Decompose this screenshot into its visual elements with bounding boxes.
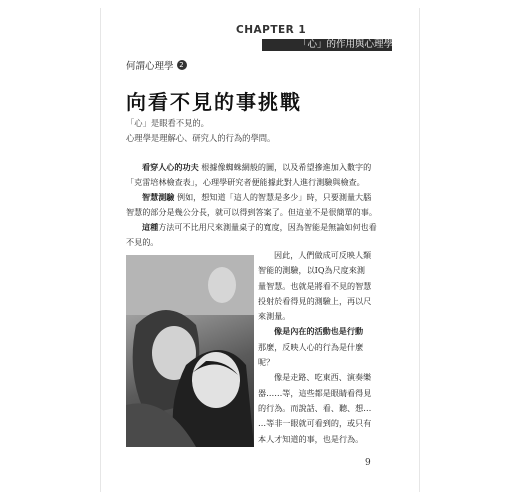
wrap-text-column <box>258 248 384 447</box>
wrap-line: 的行為。而說話、看、聽、想… <box>258 402 372 413</box>
page-number: 9 <box>365 458 371 468</box>
wrap-line: 器……等，這些都是眼睛看得見 <box>258 387 372 398</box>
section-number-badge: 2 <box>177 60 187 70</box>
chapter-header <box>236 24 394 51</box>
wrap-line: 因此，人們做成可反映人類 <box>274 250 372 260</box>
chapter-label: CHAPTER 1 <box>236 24 307 36</box>
paragraph-heading: 智慧測驗 <box>142 192 175 202</box>
intro-line: 「心」是眼看不見的。 <box>126 118 209 128</box>
wrap-line: 本人才知道的事，也是行為。 <box>258 433 364 444</box>
section-label <box>126 58 187 72</box>
paragraph-line: 智慧的部分是幾公分長，就可以得到答案了。但這並不是很簡單的事。 <box>126 207 377 217</box>
photo-two-girls <box>126 255 254 447</box>
paragraph-heading: 看穿人心的功夫 <box>142 162 199 172</box>
wrap-line: 像是走路、吃東西、演奏樂 <box>274 372 372 383</box>
paragraph-heading: 這種 <box>142 222 159 232</box>
paragraph-line: 不見的。 <box>126 237 159 247</box>
intro <box>126 116 275 146</box>
wrap-line: 智能的測驗，以IQ為尺度來測 <box>258 265 365 276</box>
paragraph-line: 智慧測驗 例如，想知道「這人的智慧是多少」時，只要測量大腦 <box>142 192 372 202</box>
wrap-line: …等非一眼就可看到的，或只有 <box>258 418 372 429</box>
wrap-line: 投射於看得見的測驗上，再以尺 <box>258 295 372 306</box>
paragraph-line: 看穿人心的功夫 根據像蜘蛛網般的圖，以及希望摻進加入數字的 <box>142 162 372 172</box>
wrap-line: 呢？ <box>258 357 275 368</box>
wrap-line: 來測量。 <box>258 311 291 322</box>
page-title: 向看不見的事挑戰 <box>126 90 302 114</box>
chapter-title-bar: 「心」的作用與心理學 <box>262 39 392 51</box>
section-label-text: 何謂心理學 <box>126 61 174 72</box>
paragraph-line: 「克雷培林檢查表」，心理學研究者便能據此對人進行測驗與檢查。 <box>126 177 365 187</box>
body-text <box>126 160 384 250</box>
paragraph-line: 這種方法可不比用尺來測量桌子的寬度，因為智能是無論如何也看 <box>142 222 377 232</box>
subheading: 像是內在的活動也是行動 <box>274 326 364 337</box>
wrap-line: 那麼，反映人心的行為是什麼 <box>258 341 364 352</box>
intro-line: 心理學是理解心、研究人的行為的學問。 <box>126 133 276 143</box>
photo-illustration <box>126 255 254 447</box>
wrap-line: 量智慧。也就是將看不見的智慧 <box>258 280 372 291</box>
